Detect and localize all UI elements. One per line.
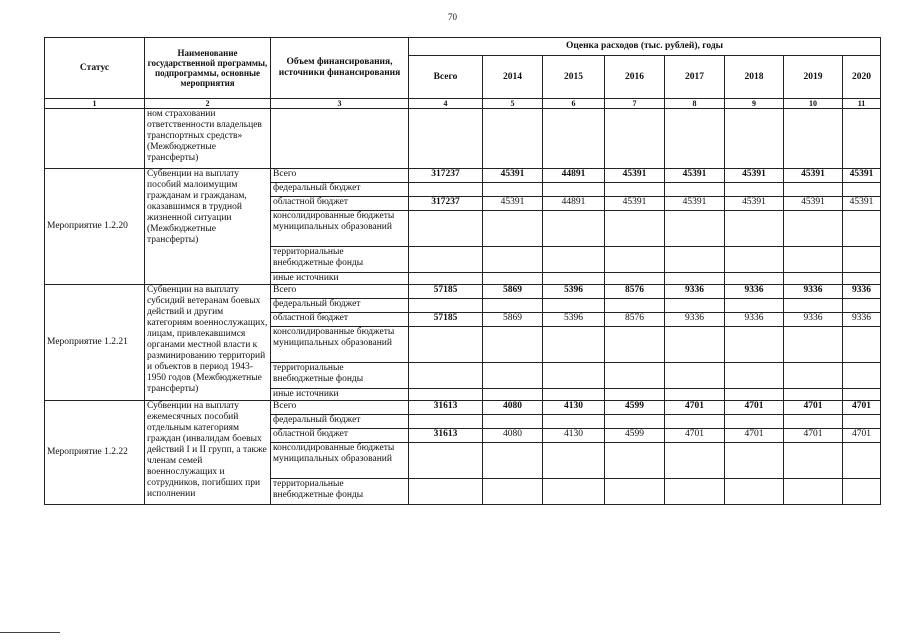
source-label: территориальные внебюджетные фонды <box>271 363 409 389</box>
value-cell <box>409 183 483 197</box>
value-cell <box>483 183 543 197</box>
value-cell <box>409 479 483 505</box>
value-cell: 31613 <box>409 429 483 443</box>
measure-status: Мероприятие 1.2.22 <box>45 401 145 505</box>
source-label: консолидированные бюджеты муниципальных образований <box>271 443 409 479</box>
value-cell <box>843 415 881 429</box>
value-cell <box>483 211 543 247</box>
value-cell <box>483 327 543 363</box>
measure-name: Субвенции на выплату пособий малоимущим гражданам и гражданам, оказавшимся в трудной жизненной ситуации (Межбюджетные трансферты) <box>145 169 271 285</box>
table-row <box>45 285 881 299</box>
value-cell <box>843 183 881 197</box>
measure-name: Субвенции на выплату субсидий ветеранам боевых действий и другим категориям военнослужащих, лицам, привлекавшимся органами местной власти к разминированию территорий и объектов в период 1943-1950 годов (Межбюджетные трансферты) <box>145 285 271 401</box>
value-cell: 45391 <box>665 169 725 183</box>
value-cell <box>725 327 784 363</box>
value-cell <box>665 247 725 273</box>
value-cell: 4599 <box>605 401 665 415</box>
header-total: Всего <box>409 56 483 99</box>
value-cell: 4701 <box>725 429 784 443</box>
value-cell: 4701 <box>665 429 725 443</box>
value-cell <box>665 273 725 285</box>
value-cell <box>665 327 725 363</box>
value-cell <box>665 299 725 313</box>
value-cell <box>543 415 605 429</box>
column-number: 2 <box>145 99 271 109</box>
value-cell <box>605 211 665 247</box>
value-cell <box>409 363 483 389</box>
value-cell <box>725 443 784 479</box>
value-cell <box>784 109 843 169</box>
value-cell <box>409 211 483 247</box>
value-cell <box>543 479 605 505</box>
value-cell: 9336 <box>784 313 843 327</box>
header-year: 2019 <box>784 56 843 99</box>
value-cell <box>843 109 881 169</box>
budget-table <box>44 37 881 505</box>
value-cell: 8576 <box>605 313 665 327</box>
table-row <box>45 169 881 183</box>
value-cell <box>483 299 543 313</box>
value-cell: 8576 <box>605 285 665 299</box>
source-label: территориальные внебюджетные фонды <box>271 247 409 273</box>
value-cell <box>409 273 483 285</box>
column-number: 8 <box>665 99 725 109</box>
value-cell <box>843 327 881 363</box>
value-cell <box>409 415 483 429</box>
header-status: Статус <box>45 38 145 99</box>
value-cell <box>483 389 543 401</box>
source-label: иные источники <box>271 389 409 401</box>
value-cell <box>605 327 665 363</box>
value-cell <box>543 389 605 401</box>
value-cell: 4130 <box>543 429 605 443</box>
value-cell <box>543 363 605 389</box>
value-cell: 57185 <box>409 285 483 299</box>
value-cell: 9336 <box>843 285 881 299</box>
value-cell: 45391 <box>483 197 543 211</box>
value-cell <box>843 211 881 247</box>
value-cell <box>843 479 881 505</box>
source-label: федеральный бюджет <box>271 299 409 313</box>
value-cell: 31613 <box>409 401 483 415</box>
source-cell <box>271 109 409 169</box>
column-number: 11 <box>843 99 881 109</box>
value-cell: 4701 <box>843 429 881 443</box>
value-cell <box>605 443 665 479</box>
value-cell: 4080 <box>483 401 543 415</box>
value-cell <box>409 299 483 313</box>
value-cell <box>843 443 881 479</box>
value-cell <box>605 299 665 313</box>
value-cell: 4701 <box>665 401 725 415</box>
header-year: 2015 <box>543 56 605 99</box>
value-cell <box>725 363 784 389</box>
value-cell <box>409 443 483 479</box>
value-cell: 4701 <box>843 401 881 415</box>
table-row <box>45 401 881 415</box>
value-cell <box>784 327 843 363</box>
value-cell <box>483 363 543 389</box>
value-cell <box>784 299 843 313</box>
value-cell: 45391 <box>843 197 881 211</box>
value-cell <box>605 247 665 273</box>
value-cell <box>784 363 843 389</box>
value-cell: 4080 <box>483 429 543 443</box>
source-label: территориальные внебюджетные фонды <box>271 479 409 505</box>
source-label: консолидированные бюджеты муниципальных образований <box>271 327 409 363</box>
value-cell: 45391 <box>784 169 843 183</box>
value-cell <box>725 415 784 429</box>
source-label: областной бюджет <box>271 313 409 327</box>
source-label: иные источники <box>271 273 409 285</box>
value-cell: 4599 <box>605 429 665 443</box>
source-label: федеральный бюджет <box>271 415 409 429</box>
header-year: 2017 <box>665 56 725 99</box>
value-cell <box>483 247 543 273</box>
value-cell <box>483 443 543 479</box>
value-cell <box>409 327 483 363</box>
source-label: Всего <box>271 401 409 415</box>
value-cell <box>665 415 725 429</box>
value-cell <box>784 183 843 197</box>
value-cell <box>543 327 605 363</box>
source-label: областной бюджет <box>271 197 409 211</box>
value-cell <box>483 109 543 169</box>
value-cell <box>784 389 843 401</box>
value-cell <box>665 183 725 197</box>
value-cell: 45391 <box>605 169 665 183</box>
source-label: Всего <box>271 285 409 299</box>
value-cell: 317237 <box>409 169 483 183</box>
value-cell <box>409 389 483 401</box>
value-cell <box>725 211 784 247</box>
value-cell: 45391 <box>784 197 843 211</box>
column-number: 7 <box>605 99 665 109</box>
value-cell <box>483 415 543 429</box>
value-cell <box>543 211 605 247</box>
column-number: 5 <box>483 99 543 109</box>
value-cell: 44891 <box>543 197 605 211</box>
column-number: 1 <box>45 99 145 109</box>
value-cell <box>483 479 543 505</box>
column-number: 3 <box>271 99 409 109</box>
value-cell <box>543 109 605 169</box>
value-cell <box>605 273 665 285</box>
value-cell: 45391 <box>843 169 881 183</box>
value-cell: 45391 <box>725 169 784 183</box>
value-cell: 9336 <box>784 285 843 299</box>
value-cell <box>843 273 881 285</box>
value-cell: 4130 <box>543 401 605 415</box>
value-cell <box>665 211 725 247</box>
column-number: 9 <box>725 99 784 109</box>
value-cell <box>725 389 784 401</box>
column-number: 4 <box>409 99 483 109</box>
value-cell <box>605 109 665 169</box>
footer-rule <box>0 632 60 633</box>
value-cell: 45391 <box>605 197 665 211</box>
value-cell <box>725 183 784 197</box>
measure-status: Мероприятие 1.2.21 <box>45 285 145 401</box>
value-cell: 9336 <box>665 313 725 327</box>
column-number-row <box>45 99 881 109</box>
value-cell: 4701 <box>725 401 784 415</box>
value-cell <box>665 109 725 169</box>
value-cell <box>543 183 605 197</box>
measure-name: Субвенции на выплату ежемесячных пособий отдельным категориям граждан (инвалидам боевых действий I и II групп, а также членам семей военнослужащих и сотрудников, погибших при исполнении <box>145 401 271 505</box>
value-cell <box>784 247 843 273</box>
value-cell: 45391 <box>665 197 725 211</box>
value-cell <box>543 443 605 479</box>
value-cell <box>843 299 881 313</box>
page-number: 70 <box>448 12 457 22</box>
value-cell: 9336 <box>725 313 784 327</box>
value-cell <box>665 389 725 401</box>
source-label: федеральный бюджет <box>271 183 409 197</box>
value-cell <box>725 299 784 313</box>
value-cell <box>784 211 843 247</box>
column-number: 10 <box>784 99 843 109</box>
value-cell <box>605 415 665 429</box>
value-cell <box>784 443 843 479</box>
value-cell: 5869 <box>483 313 543 327</box>
value-cell <box>843 389 881 401</box>
header-year: 2020 <box>843 56 881 99</box>
column-number: 6 <box>543 99 605 109</box>
value-cell <box>784 415 843 429</box>
value-cell <box>483 273 543 285</box>
value-cell: 45391 <box>483 169 543 183</box>
value-cell: 4701 <box>784 401 843 415</box>
value-cell <box>843 363 881 389</box>
value-cell <box>605 479 665 505</box>
value-cell: 9336 <box>843 313 881 327</box>
value-cell: 4701 <box>784 429 843 443</box>
continuation-row <box>45 109 881 169</box>
value-cell <box>665 479 725 505</box>
value-cell <box>725 247 784 273</box>
measure-status: Мероприятие 1.2.20 <box>45 169 145 285</box>
status-cell <box>45 109 145 169</box>
value-cell: 9336 <box>725 285 784 299</box>
value-cell <box>784 479 843 505</box>
measure-name: ном страховании ответственности владельцев транспортных средств» (Межбюджетные трансферты) <box>145 109 271 169</box>
value-cell <box>725 273 784 285</box>
header-year: 2016 <box>605 56 665 99</box>
value-cell: 44891 <box>543 169 605 183</box>
value-cell <box>543 247 605 273</box>
header-volume: Объем финансирования, источники финансирования <box>271 38 409 99</box>
header-year: 2018 <box>725 56 784 99</box>
value-cell <box>605 363 665 389</box>
value-cell: 57185 <box>409 313 483 327</box>
value-cell <box>665 443 725 479</box>
header-estimate: Оценка расходов (тыс. рублей), годы <box>409 38 881 56</box>
value-cell <box>543 273 605 285</box>
value-cell: 5869 <box>483 285 543 299</box>
value-cell: 45391 <box>725 197 784 211</box>
value-cell: 317237 <box>409 197 483 211</box>
value-cell <box>665 363 725 389</box>
header-name: Наименование государственной программы, подпрограммы, основные мероприятия <box>145 38 271 99</box>
source-label: областной бюджет <box>271 429 409 443</box>
value-cell <box>725 109 784 169</box>
value-cell <box>843 247 881 273</box>
value-cell <box>605 183 665 197</box>
value-cell: 9336 <box>665 285 725 299</box>
source-label: Всего <box>271 169 409 183</box>
value-cell <box>409 109 483 169</box>
value-cell: 5396 <box>543 313 605 327</box>
value-cell <box>605 389 665 401</box>
value-cell <box>784 273 843 285</box>
value-cell <box>409 247 483 273</box>
source-label: консолидированные бюджеты муниципальных образований <box>271 211 409 247</box>
value-cell <box>543 299 605 313</box>
value-cell <box>725 479 784 505</box>
value-cell: 5396 <box>543 285 605 299</box>
header-year: 2014 <box>483 56 543 99</box>
